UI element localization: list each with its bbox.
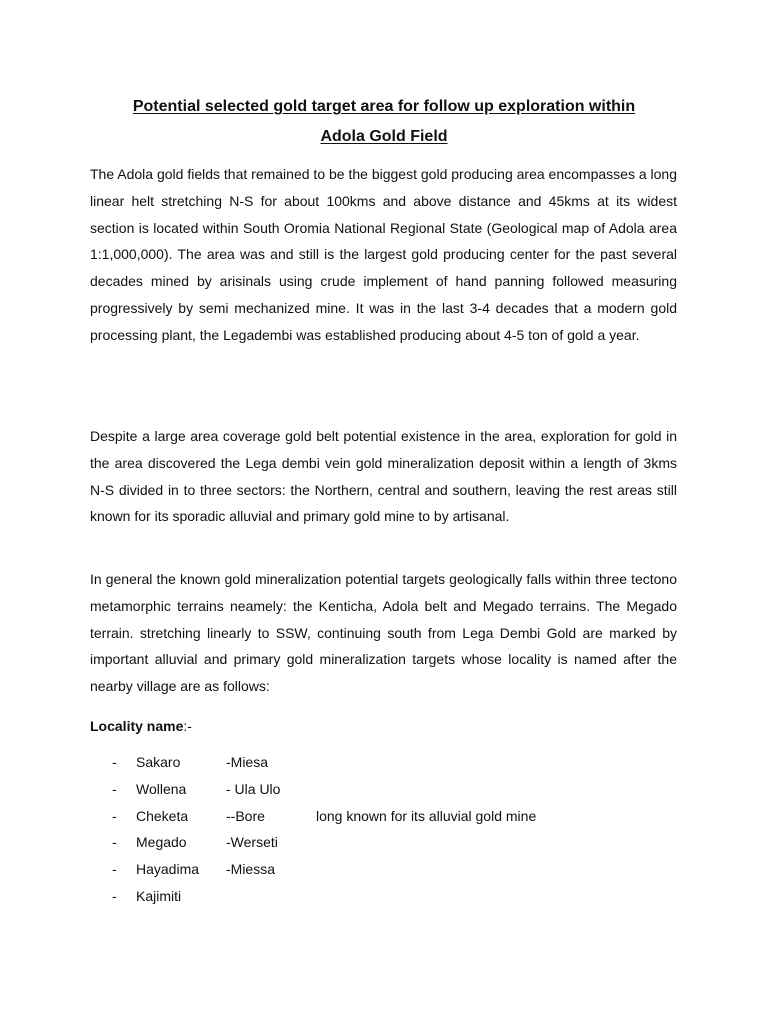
locality-name: Sakaro bbox=[136, 754, 181, 770]
list-bullet: - bbox=[112, 887, 117, 904]
locality-name-secondary: --Bore bbox=[226, 807, 265, 824]
locality-heading-suffix: :- bbox=[183, 718, 192, 734]
locality-name-secondary: -Miesa bbox=[226, 754, 269, 770]
locality-name-secondary: -Werseti bbox=[226, 834, 278, 851]
list-bullet: - bbox=[112, 807, 117, 824]
document-title-line-1: Potential selected gold target area for follow up exploration within bbox=[132, 98, 636, 115]
locality-heading-text: Locality name bbox=[90, 718, 184, 734]
paragraph-intro: The Adola gold fields that remained to be the biggest gold producing area encompasses a long linear helt stretching N-S for about 100kms and above distance and 45kms at its widest section is located within South Oromia National Regional State (Geological map of Adola area 1:1,000,000). The area was and still is the largest gold producing center for the past several decades mined by arisinals using crude implement of hand panning followed measuring progressively by semi mechanized mine. It was in the last 3-4 decades that a modern gold processing plant, the Legadembi was established producing about 4-5 ton of gold a year. bbox=[90, 166, 677, 343]
document-title bbox=[90, 92, 678, 152]
locality-note: long known for its alluvial gold mine bbox=[316, 807, 537, 824]
locality-name: Kajimiti bbox=[136, 887, 182, 904]
list-bullet: - bbox=[112, 861, 117, 878]
locality-name: Wollena bbox=[136, 780, 187, 797]
document-title-line-2: Adola Gold Field bbox=[320, 128, 448, 145]
list-bullet: - bbox=[112, 780, 117, 797]
locality-name: Cheketa bbox=[136, 807, 189, 824]
locality-name-secondary: - Ula Ulo bbox=[226, 780, 281, 797]
paragraph-exploration: Despite a large area coverage gold belt potential existence in the area, exploration for gold in the area discovered the Lega dembi vein gold mineralization deposit within a length of 3kms N-S divided in to three sectors: the Northern, central and southern, leaving the rest areas still known for its sporadic alluvial and primary gold mine to by artisanal. bbox=[90, 428, 677, 525]
locality-name: Megado bbox=[136, 834, 187, 851]
list-bullet: - bbox=[112, 834, 117, 851]
locality-name-secondary: -Miessa bbox=[226, 861, 276, 878]
locality-name: Hayadima bbox=[136, 861, 200, 878]
paragraph-terrains: In general the known gold mineralization potential targets geologically falls within three tectono metamorphic terrains neamely: the Kenticha, Adola belt and Megado terrains. The Megado terrain. stretching linearly to SSW, continuing south from Lega Dembi Gold are marked by important alluvial and primary gold mineralization targets whose locality is named after the nearby village are as follows: bbox=[90, 571, 677, 695]
locality-heading bbox=[90, 714, 192, 738]
list-bullet: - bbox=[112, 754, 117, 770]
